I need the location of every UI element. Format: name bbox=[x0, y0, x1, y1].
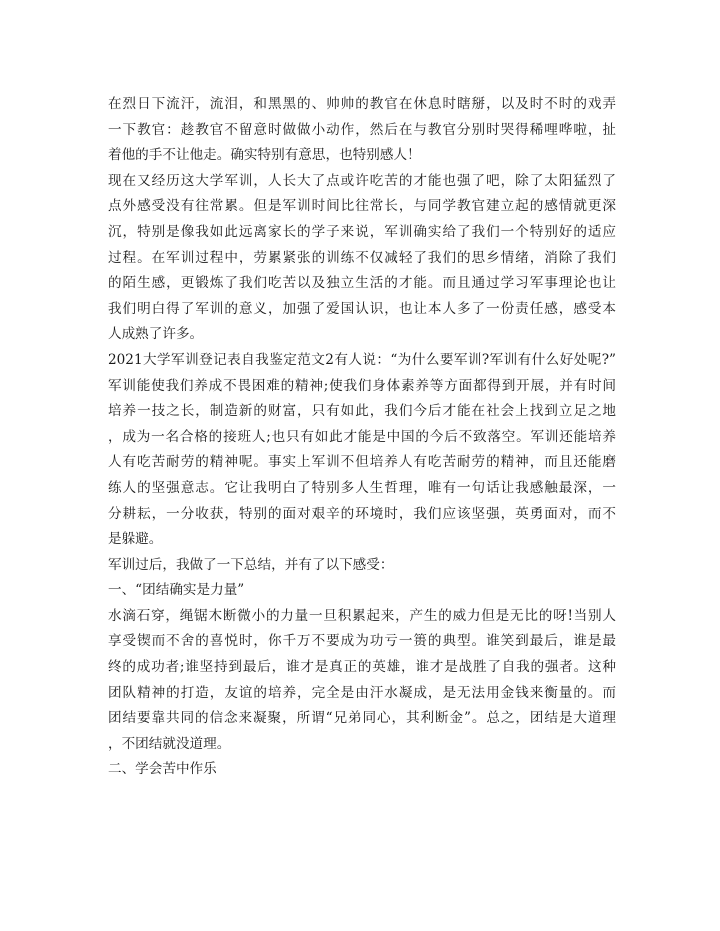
text-line: ，成为一名合格的接班人;也只有如此才能是中国的今后不致落空。军训还能培养 bbox=[108, 428, 616, 445]
text-line: 的陌生感，更锻炼了我们吃苦以及独立生活的才能。而且通过学习军事理论也让 bbox=[108, 275, 616, 292]
text-line: 享受锲而不舍的喜悦时，你千万不要成为功亏一篑的典型。谁笑到最后，谁是最 bbox=[108, 633, 616, 650]
text-line: 点外感受没有往常累。但是军训时间比往常长，与同学教官建立起的感情就更深 bbox=[108, 198, 616, 215]
text-line: 我们明白得了军训的意义，加强了爱国认识，也让本人多了一份责任感，感受本 bbox=[108, 300, 616, 317]
text-line: 人有吃苦耐劳的精神呢。事实上军训不但培养人有吃苦耐劳的精神，而且还能磨 bbox=[108, 454, 616, 471]
text-line: 是躲避。 bbox=[108, 531, 163, 548]
text-line: 过程。在军训过程中，劳累紧张的训练不仅减轻了我们的思乡情绪，消除了我们 bbox=[108, 249, 616, 266]
text-line: 二、学会苦中作乐 bbox=[108, 761, 217, 778]
text-line: 团队精神的打造，友谊的培养，完全是由汗水凝成，是无法用金钱来衡量的。而 bbox=[108, 684, 616, 701]
text-line: 沉，特别是像我如此远离家长的学子来说，军训确实给了我们一个特别好的适应 bbox=[108, 223, 616, 240]
text-line: 在烈日下流汗，流泪，和黑黑的、帅帅的教官在休息时瞎掰，以及时不时的戏弄 bbox=[108, 96, 616, 112]
text-line: ，不团结就没道理。 bbox=[108, 735, 231, 752]
text-line: 团结要靠共同的信念来凝聚，所谓“兄弟同心，其利断金”。总之，团结是大道理 bbox=[108, 710, 616, 727]
text-line: 着他的手不让他走。确实特别有意思，也特别感人！ bbox=[108, 147, 421, 164]
text-line: 水滴石穿，绳锯木断微小的力量一旦积累起来，产生的威力但是无比的呀!当别人 bbox=[108, 607, 616, 624]
text-line: 人成熟了许多。 bbox=[108, 326, 204, 343]
text-line: 现在又经历这大学军训，人长大了点或许吃苦的才能也强了吧，除了太阳猛烈了 bbox=[108, 172, 616, 189]
text-line: 一下教官：趁教官不留意时做做小动作，然后在与教官分别时哭得稀哩哗啦，扯 bbox=[108, 121, 616, 138]
text-line: 2021大学军训登记表自我鉴定范文2有人说：“为什么要军训?军训有什么好处呢?” bbox=[108, 351, 616, 368]
text-line: 一、“团结确实是力量” bbox=[108, 582, 245, 599]
text-line: 培养一技之长，制造新的财富，只有如此，我们今后才能在社会上找到立足之地 bbox=[108, 403, 616, 420]
document-page bbox=[108, 92, 616, 783]
text-line: 终的成功者;谁坚持到最后，谁才是真正的英雄，谁才是战胜了自我的强者。这种 bbox=[108, 659, 616, 676]
text-line: 练人的坚强意志。它让我明白了特别多人生哲理，唯有一句话让我感触最深，一 bbox=[108, 479, 616, 496]
text-line: 军训过后，我做了一下总结，并有了以下感受： bbox=[108, 556, 394, 573]
text-line: 分耕耘，一分收获，特别的面对艰辛的环境时，我们应该坚强，英勇面对，而不 bbox=[108, 505, 616, 522]
text-line: 军训能使我们养成不畏困难的精神;使我们身体素养等方面都得到开展，并有时间 bbox=[108, 377, 616, 394]
